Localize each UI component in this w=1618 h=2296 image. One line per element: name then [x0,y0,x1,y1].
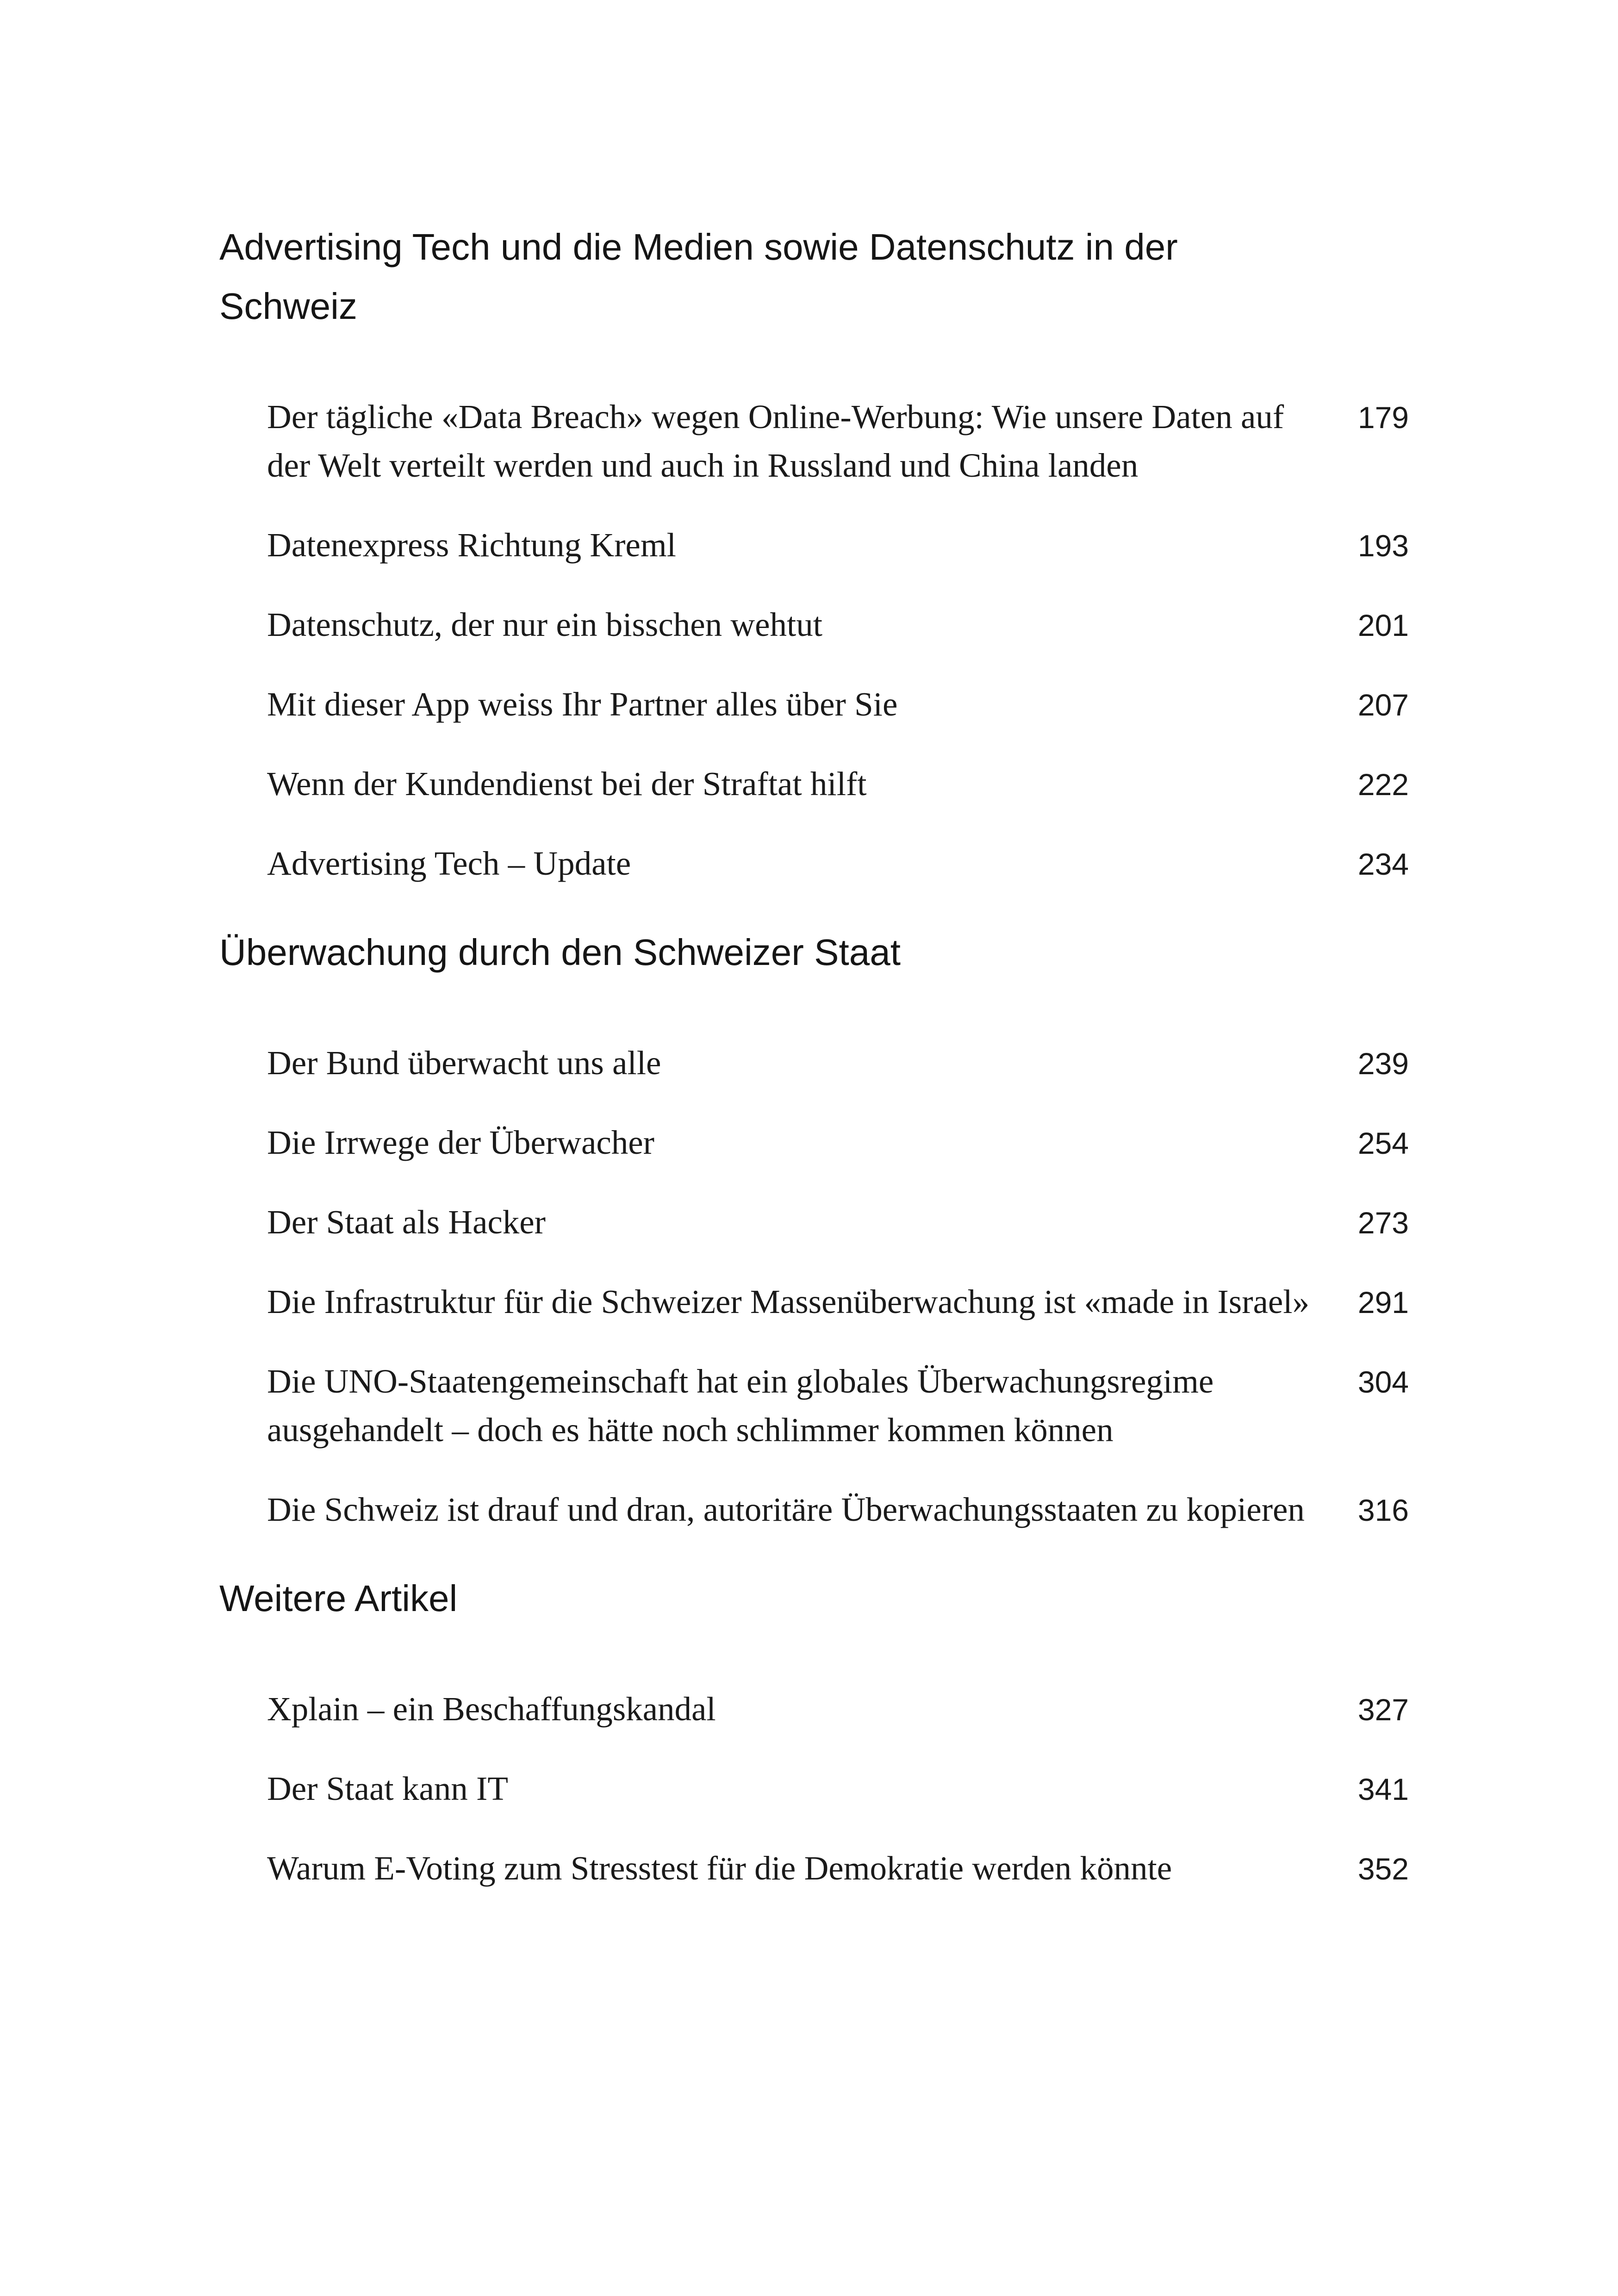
toc-entry[interactable] [219,1039,1409,1087]
toc-entry[interactable] [219,600,1409,649]
section-heading: Weitere Artikel [219,1578,458,1619]
toc-entry-page-number: 273 [1357,1206,1409,1240]
section-heading: Überwachung durch den Schweizer Staat [219,932,901,973]
toc-entry[interactable] [219,680,1409,728]
toc-entry-title: Advertising Tech – Update [267,845,631,882]
toc-entry[interactable] [219,1844,1409,1892]
section-heading: Advertising Tech und die Medien sowie Datenschutz in der Schweiz [219,226,1178,327]
toc-entry-page-number: 201 [1357,608,1409,642]
toc-entry-page-number: 239 [1357,1046,1409,1081]
toc-entry-title: Die Irrwege der Überwacher [267,1124,654,1161]
table-of-contents [219,218,1409,1928]
toc-entry[interactable] [219,839,1409,888]
toc-entry-list [219,392,1409,888]
toc-entry-page-number: 341 [1357,1772,1409,1806]
toc-entry[interactable] [219,1277,1409,1326]
toc-entry-page-number: 316 [1357,1493,1409,1527]
toc-entry-page-number: 179 [1357,400,1409,435]
toc-entry-title: Der Staat als Hacker [267,1203,546,1241]
toc-entry[interactable] [219,1357,1409,1454]
toc-entry-page-number: 234 [1357,847,1409,881]
toc-entry-page-number: 291 [1357,1285,1409,1319]
toc-entry-title: Der Bund überwacht uns alle [267,1044,661,1082]
toc-entry-page-number: 327 [1357,1692,1409,1727]
toc-entry-title: Mit dieser App weiss Ihr Partner alles über Sie [267,685,898,723]
toc-entry-title: Warum E-Voting zum Stresstest für die Demokratie werden könnte [267,1849,1172,1887]
toc-entry-title: Die Infrastruktur für die Schweizer Massenüberwachung ist «made in Israel» [267,1283,1310,1320]
toc-entry-page-number: 222 [1357,767,1409,802]
toc-entry[interactable] [219,392,1409,490]
toc-entry[interactable] [219,1485,1409,1534]
toc-entry-title: Datenexpress Richtung Kreml [267,526,676,564]
toc-entry-title: Xplain – ein Beschaffungskandal [267,1690,716,1728]
toc-section [219,1569,1409,1892]
toc-entry[interactable] [219,1685,1409,1733]
toc-entry[interactable] [219,759,1409,808]
toc-entry-page-number: 352 [1357,1852,1409,1886]
toc-entry-title: Der tägliche «Data Breach» wegen Online-Werbung: Wie unsere Daten auf der Welt verteilt werden und auch in Russland und China landen [267,398,1284,484]
toc-entry-title: Der Staat kann IT [267,1770,508,1807]
toc-entry-page-number: 304 [1357,1365,1409,1399]
toc-entry[interactable] [219,1764,1409,1813]
toc-entry[interactable] [219,521,1409,569]
toc-entry-title: Datenschutz, der nur ein bisschen wehtut [267,606,823,643]
toc-entry-page-number: 193 [1357,529,1409,563]
toc-section [219,923,1409,1534]
toc-entry-list [219,1039,1409,1534]
toc-entry-list [219,1685,1409,1892]
toc-entry-page-number: 207 [1357,688,1409,722]
toc-entry[interactable] [219,1198,1409,1246]
toc-entry-page-number: 254 [1357,1126,1409,1160]
toc-entry-title: Die UNO-Staatengemeinschaft hat ein globales Überwachungsregime ausgehandelt – doch es hätte noch schlimmer kommen können [267,1363,1214,1449]
toc-entry-title: Die Schweiz ist drauf und dran, autoritäre Überwachungsstaaten zu kopieren [267,1491,1305,1528]
toc-entry-title: Wenn der Kundendienst bei der Straftat hilft [267,765,867,803]
toc-entry[interactable] [219,1118,1409,1167]
toc-section [219,218,1409,888]
